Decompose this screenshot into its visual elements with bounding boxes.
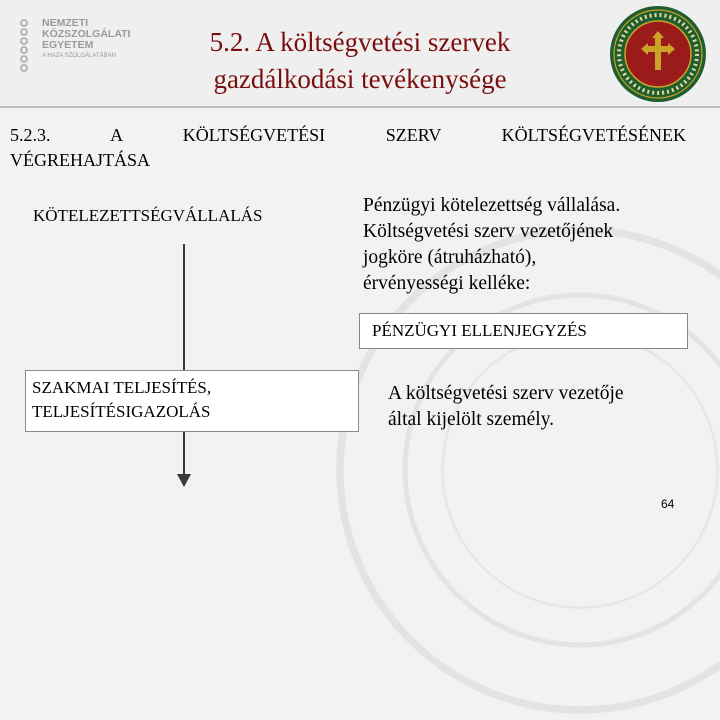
financial-countersign-label: PÉNZÜGYI ELLENJEGYZÉS xyxy=(372,321,587,340)
professional-performance-box xyxy=(25,370,359,432)
university-logo xyxy=(14,17,131,78)
professional-performance-label xyxy=(32,376,211,424)
step2-box-line-2: TELJESÍTÉSIGAZOLÁS xyxy=(32,402,211,421)
title-line-2: gazdálkodási tevékenysége xyxy=(213,64,507,94)
step2-description xyxy=(388,381,708,433)
step1-label: KÖTELEZETTSÉGVÁLLALÁS xyxy=(33,206,263,225)
step1-desc-line-3: jogköre (átruházható), xyxy=(363,247,537,268)
section-subheading-line-1: 5.2.3. A KÖLTSÉGVETÉSI SZERV KÖLTSÉGVETÉSÉNEK xyxy=(10,125,686,145)
step1-desc-line-2: Költségvetési szerv vezetőjének xyxy=(363,221,614,242)
title-line-1: 5.2. A költségvetési szervek xyxy=(209,27,511,57)
logo-line-1: NEMZETI xyxy=(42,17,89,29)
university-seal-icon xyxy=(608,4,708,104)
logo-line-2: KÖZSZOLGÁLATI xyxy=(42,28,131,40)
logo-text xyxy=(42,18,130,61)
step1-description xyxy=(363,193,703,297)
arrow-down-icon xyxy=(176,472,192,488)
step1-desc-line-1: Pénzügyi kötelezettség vállalása. xyxy=(363,195,621,216)
step2-desc-line-1: A költségvetési szerv vezetője xyxy=(388,383,624,404)
step1-desc-line-4: érvényességi kelléke: xyxy=(363,273,531,294)
university-emblem-icon xyxy=(14,18,34,78)
flow-connector-top xyxy=(183,244,185,370)
page-number: 64 xyxy=(661,497,675,511)
logo-line-3: EGYETEM xyxy=(42,39,94,51)
slide-title xyxy=(140,24,580,98)
section-subheading-line-2: VÉGREHAJTÁSA xyxy=(10,150,151,170)
logo-line-4: A HAZA SZOLGÁLATÁBAN xyxy=(42,53,116,59)
step2-box-line-1: SZAKMAI TELJESÍTÉS, xyxy=(32,378,212,397)
header-divider xyxy=(0,106,720,108)
step2-desc-line-2: által kijelölt személy. xyxy=(388,409,555,430)
flow-connector-bottom xyxy=(183,432,185,476)
financial-countersign-box xyxy=(359,313,688,349)
